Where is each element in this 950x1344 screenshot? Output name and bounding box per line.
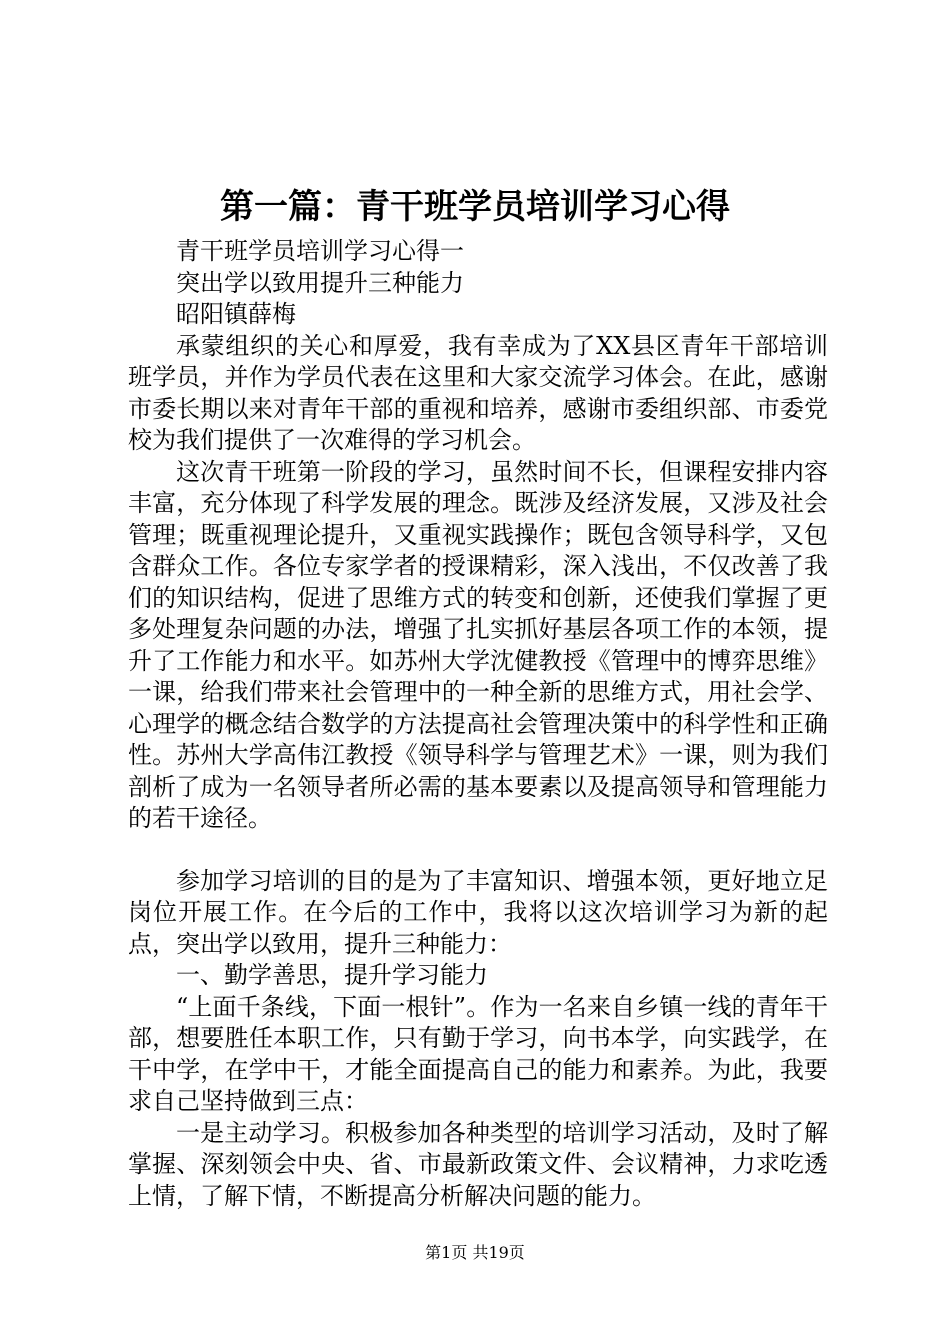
section-heading: 一、勤学善思，提升学习能力 (176, 961, 488, 989)
document-body (128, 236, 828, 1212)
body-paragraph: “上面千条线，下面一根针”。作为一名来自乡镇一线的青年干部，想要胜任本职工作，只有勤于学习，向书本学，向实践学，在干中学，在学中干，才能全面提高自己的能力和素养。为此，我要求自己坚持做到三点： (128, 992, 828, 1115)
document-title: 第一篇：青干班学员培训学习心得 (220, 187, 730, 227)
body-paragraph: 一是主动学习。积极参加各种类型的培训学习活动，及时了解掌握、深刻领会中央、省、市最新政策文件、会议精神，力求吃透上情，了解下情，不断提高分析解决问题的能力。 (128, 1118, 828, 1210)
body-paragraph: 参加学习培训的目的是为了丰富知识、增强本领，更好地立足岗位开展工作。在今后的工作中，我将以这次培训学习为新的起点，突出学以致用，提升三种能力： (128, 866, 828, 958)
subtitle-line: 青干班学员培训学习心得一 (176, 237, 464, 265)
body-paragraph: 这次青干班第一阶段的学习，虽然时间不长，但课程安排内容丰富，充分体现了科学发展的理念。既涉及经济发展，又涉及社会管理；既重视理论提升，又重视实践操作；既包含领导科学，又包含群众工作。各位专家学者的授课精彩，深入浅出，不仅改善了我们的知识结构，促进了思维方式的转变和创新，还使我们掌握了更多处理复杂问题的办法，增强了扎实抓好基层各项工作的本领，提升了工作能力和水平。如苏州大学沈健教授《管理中的博弈思维》一课，给我们带来社会管理中的一种全新的思维方式，用社会学、心理学的概念结合数学的方法提高社会管理决策中的科学性和正确性。苏州大学高伟江教授《领导科学与管理艺术》一课，则为我们剖析了成为一名领导者所必需的基本要素以及提高领导和管理能力的若干途径。 (128, 457, 828, 832)
subtitle-line: 突出学以致用提升三种能力 (176, 268, 464, 297)
page-number-footer: 第1页 共19页 (425, 1243, 525, 1262)
author-line: 昭阳镇薛梅 (176, 300, 296, 328)
body-paragraph: 承蒙组织的关心和厚爱，我有幸成为了XX县区青年干部培训班学员，并作为学员代表在这里和大家交流学习体会。在此，感谢市委长期以来对青年干部的重视和培养，感谢市委组织部、市委党校为我们提供了一次难得的学习机会。 (128, 331, 828, 454)
